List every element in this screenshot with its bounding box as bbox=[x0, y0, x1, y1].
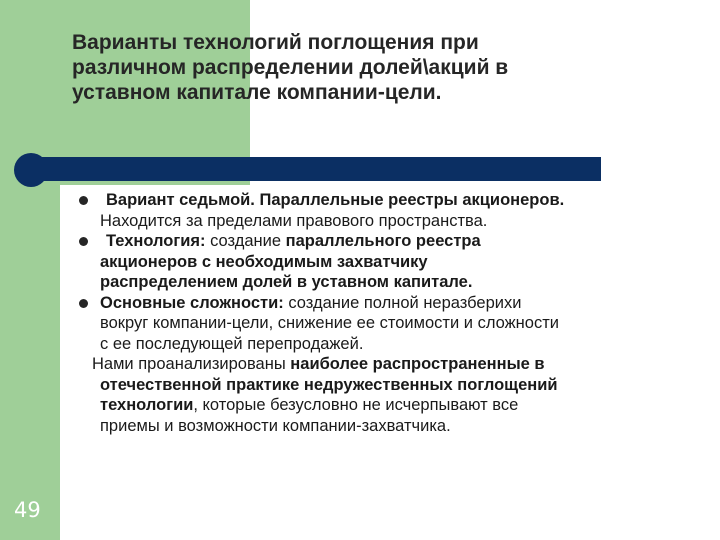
bullet-2-label: Технология: bbox=[106, 232, 206, 250]
bullet-2-emphasis: параллельного реестра bbox=[285, 232, 481, 250]
bullet-dot-icon bbox=[79, 196, 88, 205]
conclusion-line-2: отечественной практике недружественных поглощений bbox=[100, 375, 558, 394]
bullet-2-line-2: акционеров с необходимым захватчику bbox=[100, 252, 428, 271]
conclusion-line-4: приемы и возможности компании-захватчика. bbox=[100, 416, 451, 435]
conclusion-paragraph bbox=[72, 354, 672, 436]
left-green-bar bbox=[0, 0, 60, 540]
bullet-item-1 bbox=[72, 190, 672, 231]
slide-body bbox=[72, 190, 672, 436]
bullet-1-heading: Вариант седьмой. Параллельные реестры акционеров. bbox=[106, 191, 565, 209]
divider-bar bbox=[30, 157, 601, 181]
conclusion-text-3: , которые безусловно не исчерпывают все bbox=[193, 396, 519, 414]
page-number: 49 bbox=[14, 498, 41, 522]
bullet-dot-icon bbox=[79, 299, 88, 308]
bullet-3-label: Основные сложности: bbox=[100, 293, 284, 312]
bullet-dot-icon bbox=[79, 237, 88, 246]
title-line-1: Варианты технологий поглощения при bbox=[72, 31, 479, 54]
bullet-item-2 bbox=[72, 231, 672, 293]
bullet-2-line-3: распределением долей в уставном капитале. bbox=[100, 273, 473, 291]
bullet-1-line-2: Находится за пределами правового пространства. bbox=[100, 211, 488, 230]
bullet-2-text: создание bbox=[205, 232, 286, 250]
conclusion-text-1: Нами проанализированы bbox=[92, 355, 291, 373]
bullet-3-line-2: вокруг компании-цели, снижение ее стоимости и сложности bbox=[100, 314, 559, 332]
bullet-3-text: создание полной неразберихи bbox=[283, 293, 522, 312]
bullet-3-line-3: с ее последующей перепродажей. bbox=[100, 334, 364, 353]
bullet-item-3 bbox=[72, 293, 672, 355]
conclusion-emphasis-3: технологии bbox=[100, 396, 194, 414]
title-line-2: различном распределении долей\акций в bbox=[72, 56, 509, 79]
title-line-3: уставном капитале компании-цели. bbox=[72, 81, 442, 104]
conclusion-emphasis-1: наиболее распространенные в bbox=[290, 355, 545, 373]
slide-title bbox=[72, 30, 632, 105]
